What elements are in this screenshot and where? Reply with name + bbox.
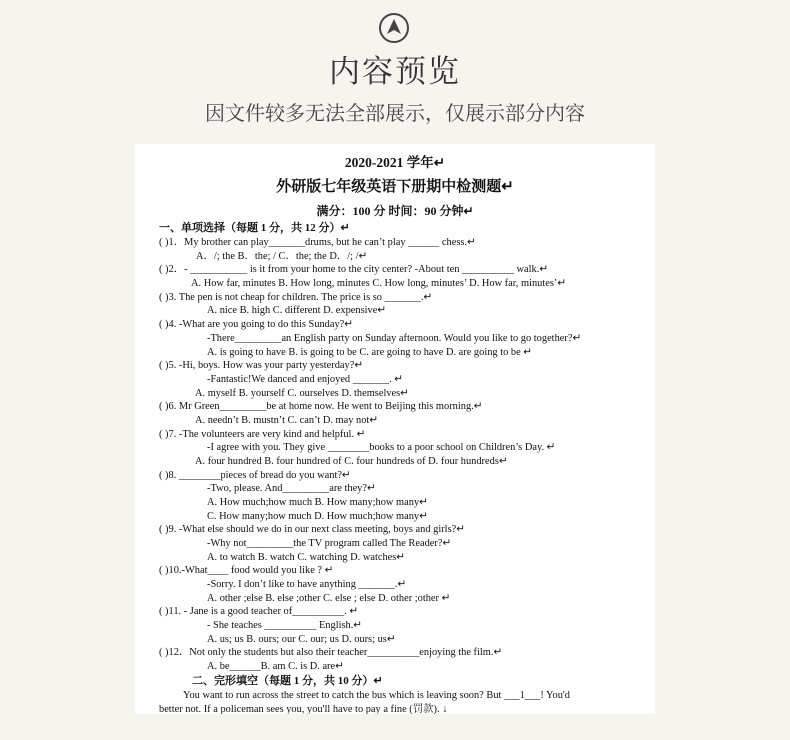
question-line-detail: A. to watch B. watch C. watching D. watches↵ bbox=[207, 552, 406, 563]
question-line: ( )2．- ___________ is it from your home to the city center? -About ten __________ walk.↵ bbox=[159, 264, 549, 275]
question-line: ( )9. -What else should we do in our next class meeting, boys and girls?↵ bbox=[159, 524, 465, 535]
question-line-detail: -Why not_________the TV program called The Reader?↵ bbox=[207, 538, 452, 549]
section-heading: 二、完形填空（每题 1 分，共 10 分）↵ bbox=[192, 675, 383, 687]
question-line-detail: A. us; us B. ours; our C. our; us D. ours; us↵ bbox=[207, 634, 396, 645]
passage-line: better not. If a policeman sees you, you'll have to pay a fine (罚款). ↓ bbox=[159, 704, 448, 714]
question-line-detail: A. is going to have B. is going to be C. are going to have D. are going to be ↵ bbox=[207, 347, 532, 358]
question-line-detail: A. How far, minutes B. How long, minutes C. How long, minutes’ D. How far, minutes’↵ bbox=[191, 278, 567, 289]
question-line-detail: -Two, please. And_________are they?↵ bbox=[207, 483, 376, 494]
question-line: ( )4. -What are you going to do this Sunday?↵ bbox=[159, 319, 353, 330]
upward-arrow-circle-icon bbox=[378, 12, 410, 44]
question-line-detail: A. nice B. high C. different D. expensive↵ bbox=[207, 305, 387, 316]
question-line: ( )8. ________pieces of bread do you want?↵ bbox=[159, 470, 351, 481]
section-heading: 一、单项选择（每题 1 分，共 12 分）↵ bbox=[159, 222, 350, 234]
question-line-detail: A. other ;else B. else ;other C. else ; else D. other ;other ↵ bbox=[207, 593, 451, 604]
question-line-detail: A. myself B. yourself C. ourselves D. themselves↵ bbox=[195, 388, 409, 399]
question-line: ( )7. -The volunteers are very kind and helpful. ↵ bbox=[159, 429, 366, 440]
page-subtitle: 因文件较多无法全部展示，仅展示部分内容 bbox=[205, 101, 585, 125]
question-line-detail: - She teaches __________ English.↵ bbox=[207, 620, 363, 631]
question-line-detail: A. needn’t B. mustn’t C. can’t D. may not↵ bbox=[195, 415, 379, 426]
document-preview bbox=[135, 144, 655, 714]
question-line-detail: C. How many;how much D. How much;how many↵ bbox=[207, 511, 428, 522]
page-title: 内容预览 bbox=[329, 54, 461, 90]
doc-score: 满分：100 分 时间：90 分钟↵ bbox=[316, 204, 474, 218]
question-line: ( )5. -Hi, boys. How was your party yesterday?↵ bbox=[159, 360, 364, 371]
question-line-detail: -I agree with you. They give ________books to a poor school on Children’s Day. ↵ bbox=[207, 442, 556, 453]
passage-line: You want to run across the street to catch the bus which is leaving soon? But ___1___! You'd bbox=[183, 690, 570, 701]
doc-title: 外研版七年级英语下册期中检测题↵ bbox=[276, 179, 514, 195]
question-line-detail: A. How much;how much B. How many;how many↵ bbox=[207, 497, 428, 508]
question-line: ( )10.-What____ food would you like ? ↵ bbox=[159, 565, 334, 576]
question-line: ( )3. The pen is not cheap for children. The price is so _______.↵ bbox=[159, 292, 433, 303]
question-line: ( )12．Not only the students but also their teacher__________enjoying the film.↵ bbox=[159, 647, 503, 658]
question-line-detail: A. be______B. am C. is D. are↵ bbox=[207, 661, 344, 672]
question-line-detail: -There_________an English party on Sunday afternoon. Would you like to go together?↵ bbox=[207, 333, 582, 344]
question-line-detail: A．/; the B．the; / C．the; the D．/; /↵ bbox=[196, 251, 368, 262]
doc-year: 2020-2021 学年↵ bbox=[344, 155, 446, 170]
question-line: ( )6. Mr Green_________be at home now. He went to Beijing this morning.↵ bbox=[159, 401, 483, 412]
question-line-detail: -Fantastic!We danced and enjoyed _______. ↵ bbox=[207, 374, 403, 385]
question-line: ( )11. - Jane is a good teacher of__________. ↵ bbox=[159, 606, 359, 617]
question-line: ( )1．My brother can play_______drums, but he can’t play ______ chess.↵ bbox=[159, 237, 476, 248]
question-line-detail: A. four hundred B. four hundred of C. four hundreds of D. four hundreds↵ bbox=[195, 456, 508, 467]
question-line-detail: -Sorry. I don’t like to have anything _______.↵ bbox=[207, 579, 407, 590]
